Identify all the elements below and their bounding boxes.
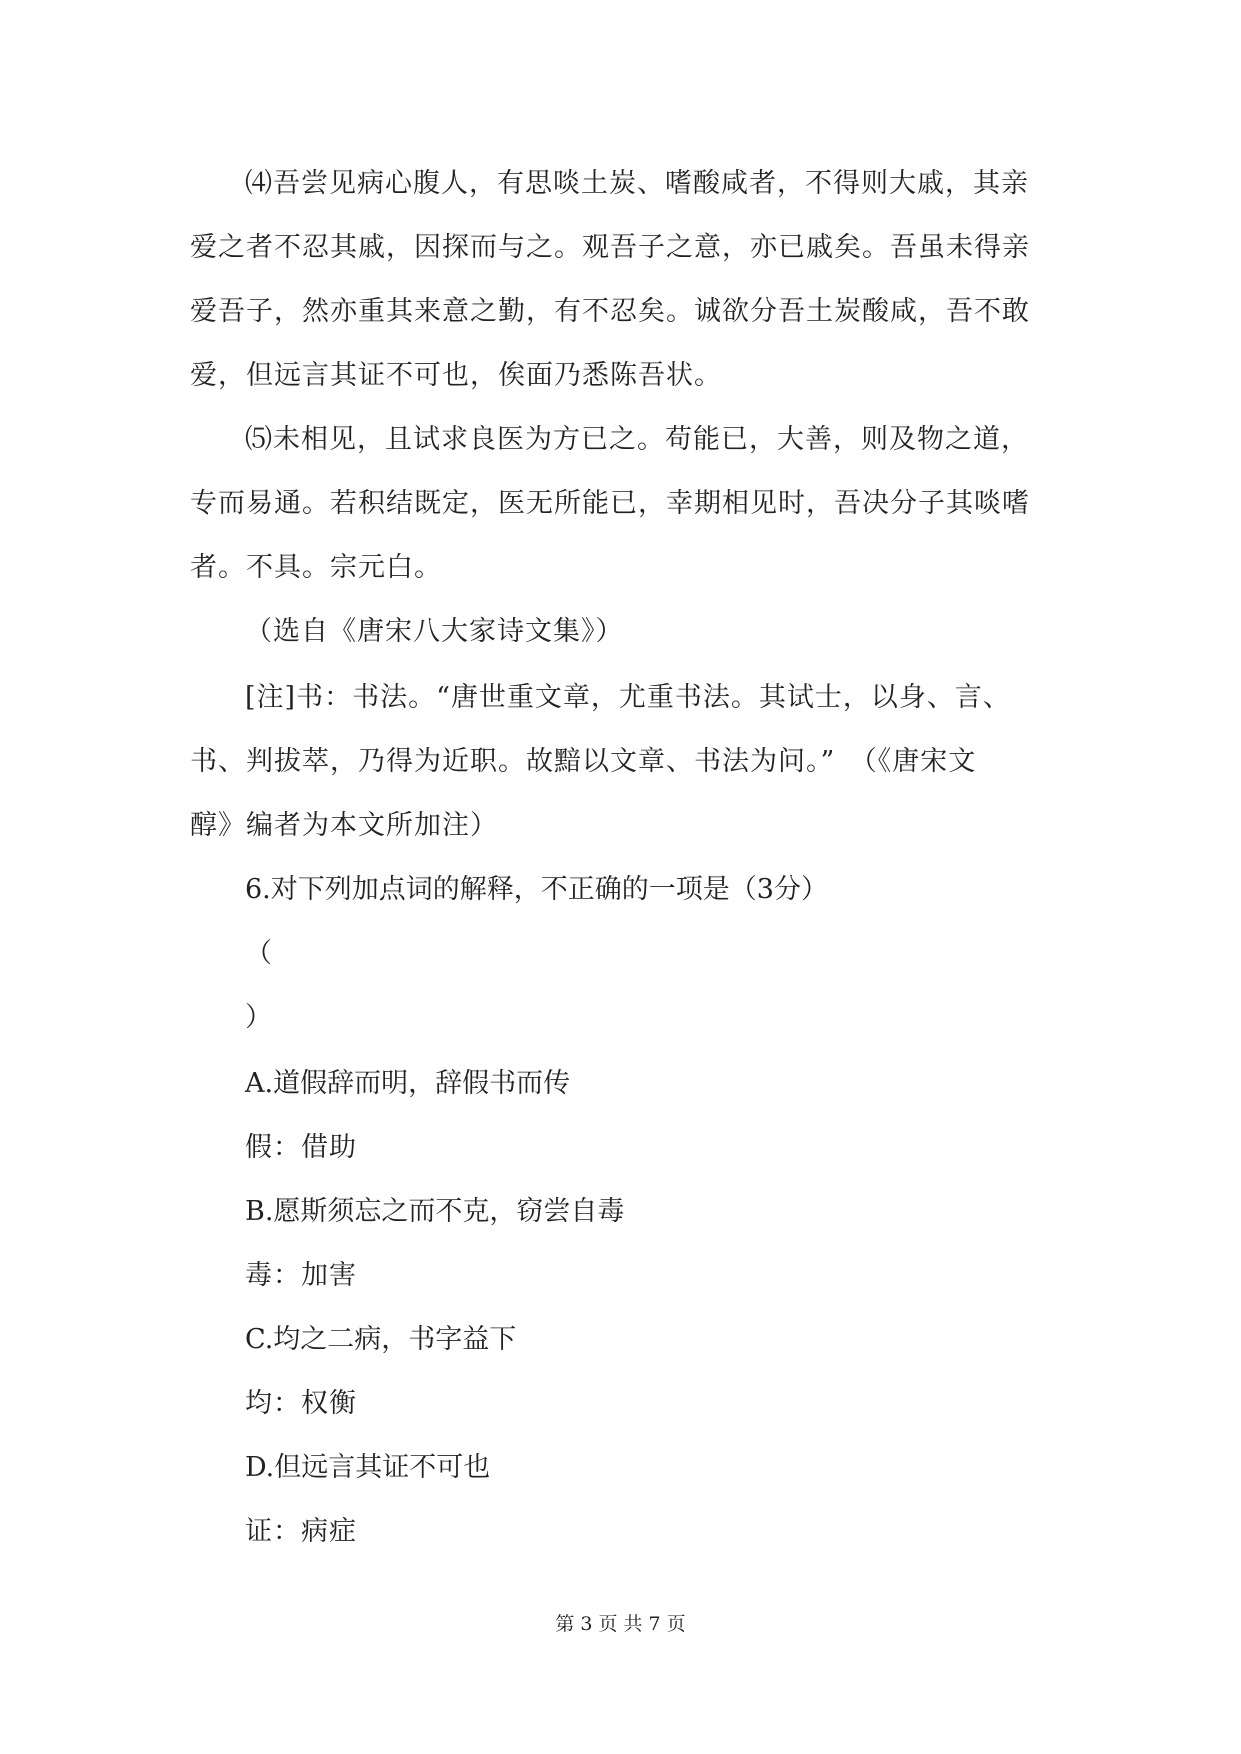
option-c-sentence: C.均之二病，书字益下: [245, 1324, 517, 1355]
option-c-gloss: 均：权衡: [245, 1388, 357, 1419]
question-stem: 6.对下列加点词的解释，不正确的一项是（3分）: [245, 874, 828, 905]
answer-paren-open: （: [245, 938, 273, 969]
paragraph-4-line-1: ⑷吾尝见病心腹人，有思啖土炭、嗜酸咸者，不得则大戚，其亲: [245, 168, 1029, 199]
note-line-1: [注]书：书法。“唐世重文章，尤重书法。其试士，以身、言、: [245, 682, 1011, 713]
note-line-2: 书、判拔萃，乃得为近职。故黯以文章、书法为问。” （《唐宋文: [190, 746, 977, 777]
paragraph-4-line-2: 爱之者不忍其戚，因探而与之。观吾子之意，亦已戚矣。吾虽未得亲: [190, 232, 1030, 263]
answer-paren-close: ）: [245, 1002, 273, 1033]
option-d-sentence: D.但远言其证不可也: [245, 1452, 491, 1483]
source-citation: （选自《唐宋八大家诗文集》）: [245, 616, 624, 647]
option-b-sentence: B.愿斯须忘之而不克，窃尝自毒: [245, 1196, 625, 1227]
paragraph-4-line-3: 爱吾子，然亦重其来意之勤，有不忍矣。诚欲分吾土炭酸咸，吾不敢: [190, 296, 1030, 327]
page-footer: 第 3 页 共 7 页: [555, 1613, 686, 1635]
option-a-sentence: A.道假辞而明，辞假书而传: [245, 1068, 571, 1099]
option-d-gloss: 证：病症: [245, 1516, 357, 1547]
option-a-gloss: 假：借助: [245, 1132, 357, 1163]
paragraph-5-line-1: ⑸未相见，且试求良医为方已之。苟能已，大善，则及物之道，: [245, 424, 1029, 455]
paragraph-4-line-4: 爱，但远言其证不可也，俟面乃悉陈吾状。: [190, 360, 722, 391]
note-line-3: 醇》编者为本文所加注）: [190, 810, 498, 841]
paragraph-5-line-3: 者。不具。宗元白。: [190, 552, 442, 583]
paragraph-5-line-2: 专而易通。若积结既定，医无所能已，幸期相见时，吾决分子其啖嗜: [190, 488, 1030, 519]
option-b-gloss: 毒：加害: [245, 1260, 357, 1291]
